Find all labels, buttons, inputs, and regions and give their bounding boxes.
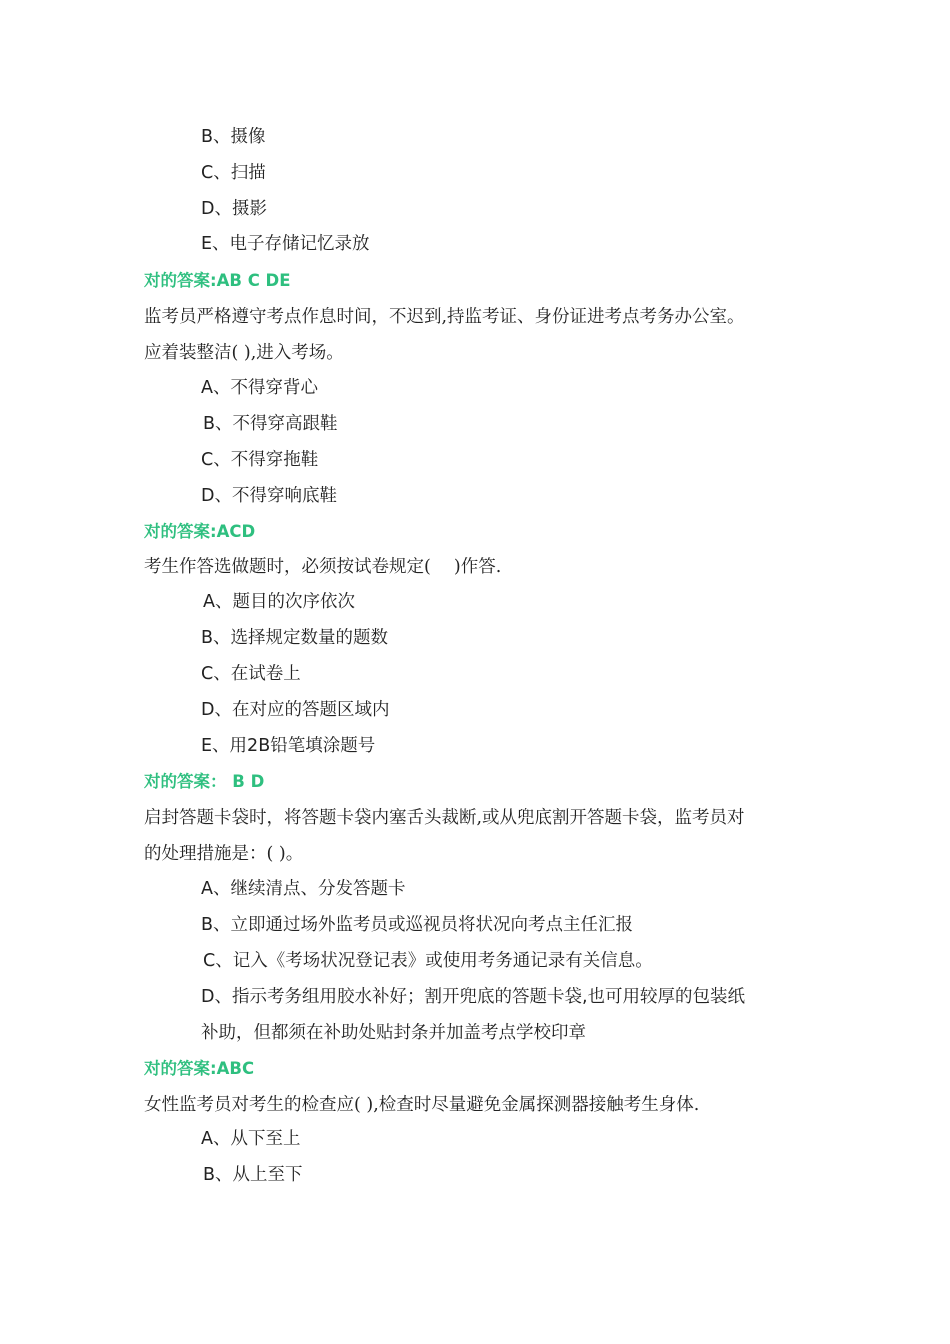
question-text: 考生作答选做题时，必须按试卷规定( )作答. xyxy=(144,557,502,577)
option-a: A、从下至上 xyxy=(201,1129,301,1149)
option-a: A、题目的次序依次 xyxy=(203,592,355,612)
answer-key: 对的答案:AB C DE xyxy=(144,271,291,290)
option-d: D、指示考务组用胶水补好；割开兜底的答题卡袋,也可用较厚的包装纸 xyxy=(201,987,746,1007)
option-c: C、在试卷上 xyxy=(201,664,301,684)
option-e: E、电子存储记忆录放 xyxy=(201,234,370,254)
option-d-continued: 补助，但都须在补助处贴封条并加盖考点学校印章 xyxy=(201,1023,586,1043)
option-d: D、不得穿响底鞋 xyxy=(201,486,337,506)
question-text-continued: 应着装整洁( ),进入考场。 xyxy=(144,343,344,363)
option-d: D、摄影 xyxy=(201,199,267,219)
question-text-continued: 的处理措施是：( )。 xyxy=(144,844,304,864)
option-b: B、选择规定数量的题数 xyxy=(201,628,389,648)
option-b: B、摄像 xyxy=(201,127,266,147)
option-a: A、继续清点、分发答题卡 xyxy=(201,879,406,899)
question-text: 启封答题卡袋时，将答题卡袋内塞舌头裁断,或从兜底割开答题卡袋，监考员对 xyxy=(144,808,745,828)
option-c: C、扫描 xyxy=(201,163,266,183)
answer-key: 对的答案： B D xyxy=(144,772,265,791)
question-text: 监考员严格遵守考点作息时间，不迟到,持监考证、身份证进考点考务办公室。 xyxy=(144,307,745,327)
option-d: D、在对应的答题区域内 xyxy=(201,700,390,720)
option-c: C、记入《考场状况登记表》或使用考务通记录有关信息。 xyxy=(203,951,653,971)
option-e: E、用2B铅笔填涂题号 xyxy=(201,736,376,756)
answer-key: 对的答案:ABC xyxy=(144,1059,255,1078)
option-a: A、不得穿背心 xyxy=(201,378,318,398)
option-b: B、立即通过场外监考员或巡视员将状况向考点主任汇报 xyxy=(201,915,634,935)
option-b: B、不得穿高跟鞋 xyxy=(203,414,338,434)
option-c: C、不得穿拖鞋 xyxy=(201,450,319,470)
option-b: B、从上至下 xyxy=(203,1165,303,1185)
question-text: 女性监考员对考生的检查应( ),检查时尽量避免金属探测器接触考生身体. xyxy=(144,1095,700,1115)
answer-key: 对的答案:ACD xyxy=(144,522,256,541)
